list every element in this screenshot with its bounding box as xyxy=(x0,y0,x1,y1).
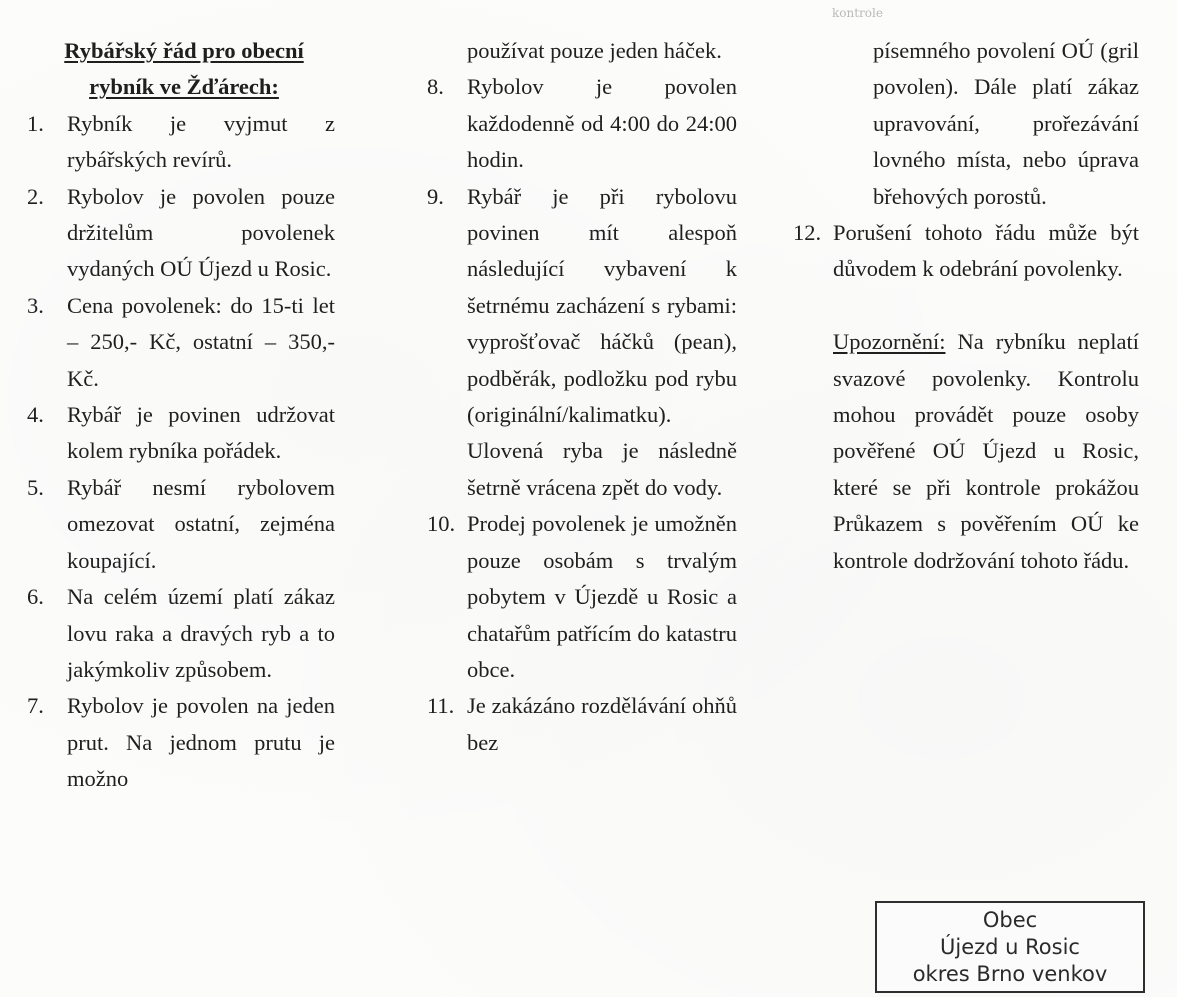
column-1 xyxy=(27,33,335,798)
stamp-line-3: okres Brno venkov xyxy=(912,962,1108,986)
warning-lead: Upozornění: xyxy=(833,329,946,355)
stamp-line-1: Obec xyxy=(982,908,1038,932)
rule-text: Rybář je při rybolovu povinen mít alespoň následující vybavení k šetrnému zacházení s rybami: vyprošťovač háčků (pean), podběrák, podložku pod rybu (originální/kalimatku). Ulovená ryba je následně šetrně vrácena zpět do vody. xyxy=(467,183,737,500)
rule-text: Rybolov je povolen každodenně od 4:00 do 24:00 hodin. xyxy=(467,74,737,173)
rule-text: Je zakázáno rozdělávání ohňů bez xyxy=(467,693,737,755)
warning-paragraph xyxy=(833,324,1139,579)
rule-text: Rybář je povinen udržovat kolem rybníka pořádek. xyxy=(67,402,335,464)
official-stamp xyxy=(875,901,1145,993)
rule-11-continuation: písemného povolení OÚ (gril povolen). Dále platí zákaz upravování, prořezávání lovného místa, nebo úprava břehových porostů. xyxy=(873,38,1139,209)
rule-item-1: 1. Rybník je vyjmut z rybářských revírů. xyxy=(27,110,335,173)
rules-list-part-1 xyxy=(27,106,335,798)
stamp-line-2: Újezd u Rosic xyxy=(940,935,1080,959)
rule-text: Rybolov je povolen na jeden prut. Na jednom prutu je možno xyxy=(67,693,335,792)
rule-text: Porušení tohoto řádu může být důvodem k odebrání povolenky. xyxy=(833,220,1139,282)
rules-list-part-3 xyxy=(793,215,1139,288)
title-line-2: rybník ve Žďárech: xyxy=(89,74,279,100)
rule-item-4: 4. Rybář je povinen udržovat kolem rybníka pořádek. xyxy=(27,402,335,464)
rule-text: Cena povolenek: do 15-ti let – 250,- Kč, ostatní – 350,- Kč. xyxy=(67,292,335,391)
column-3 xyxy=(793,33,1139,602)
rule-item-3: 3. Cena povolenek: do 15-ti let – 250,- Kč, ostatní – 350,- Kč. xyxy=(27,292,335,391)
rule-item-9: 9. Rybář je při rybolovu povinen mít alespoň následující vybavení k šetrnému zacházení s rybami: vyprošťovač háčků (pean), podběrák, podložku pod rybu (originální/kalimatku). Ulovená ryba je následně šetrně vrácena zpět do vody. xyxy=(427,183,737,500)
rule-text: Rybář nesmí rybolovem omezovat ostatní, zejména koupající. xyxy=(67,474,335,573)
rule-text: Prodej povolenek je umožněn pouze osobám s trvalým pobytem v Újezdě u Rosic a chatařům patřícím do katastru obce. xyxy=(467,511,737,682)
rule-item-5: 5. Rybář nesmí rybolovem omezovat ostatní, zejména koupající. xyxy=(27,474,335,573)
rule-text: Na celém území platí zákaz lovu raka a dravých ryb a to jakýmkoliv způsobem. xyxy=(67,584,335,682)
title-line-1: Rybářský řád pro obecní xyxy=(64,38,304,63)
column-2 xyxy=(427,33,737,761)
rule-7-continuation: používat pouze jeden háček. xyxy=(467,38,722,63)
document-title xyxy=(27,33,335,106)
rule-text: Rybník je vyjmut z rybářských revírů. xyxy=(67,110,335,173)
rule-item-11: 11. Je zakázáno rozdělávání ohňů bez xyxy=(427,693,737,755)
bleed-through-text: kontrole xyxy=(832,6,883,20)
rule-item-10: 10. Prodej povolenek je umožněn pouze osobám s trvalým pobytem v Újezdě u Rosic a chatařům patřícím do katastru obce. xyxy=(427,511,737,682)
rule-item-8: 8. Rybolov je povolen každodenně od 4:00 do 24:00 hodin. xyxy=(427,74,737,173)
warning-text: Na rybníku neplatí svazové povolenky. Kontrolu mohou provádět pouze osoby pověřené OÚ Újezd u Rosic, které se při kontrole prokážou Průkazem s pověřením OÚ ke kontrole dodržování tohoto řádu. xyxy=(833,329,1139,573)
rule-item-6: 6. Na celém území platí zákaz lovu raka a dravých ryb a to jakýmkoliv způsobem. xyxy=(27,584,335,682)
rule-item-12: 12. Porušení tohoto řádu může být důvodem k odebrání povolenky. xyxy=(793,220,1139,282)
rule-item-7: 7. Rybolov je povolen na jeden prut. Na jednom prutu je možno xyxy=(27,693,335,792)
rules-list-part-2 xyxy=(427,69,737,761)
rule-text: Rybolov je povolen pouze držitelům povolenek vydaných OÚ Újezd u Rosic. xyxy=(67,183,335,282)
rule-item-2: 2. Rybolov je povolen pouze držitelům povolenek vydaných OÚ Újezd u Rosic. xyxy=(27,183,335,282)
